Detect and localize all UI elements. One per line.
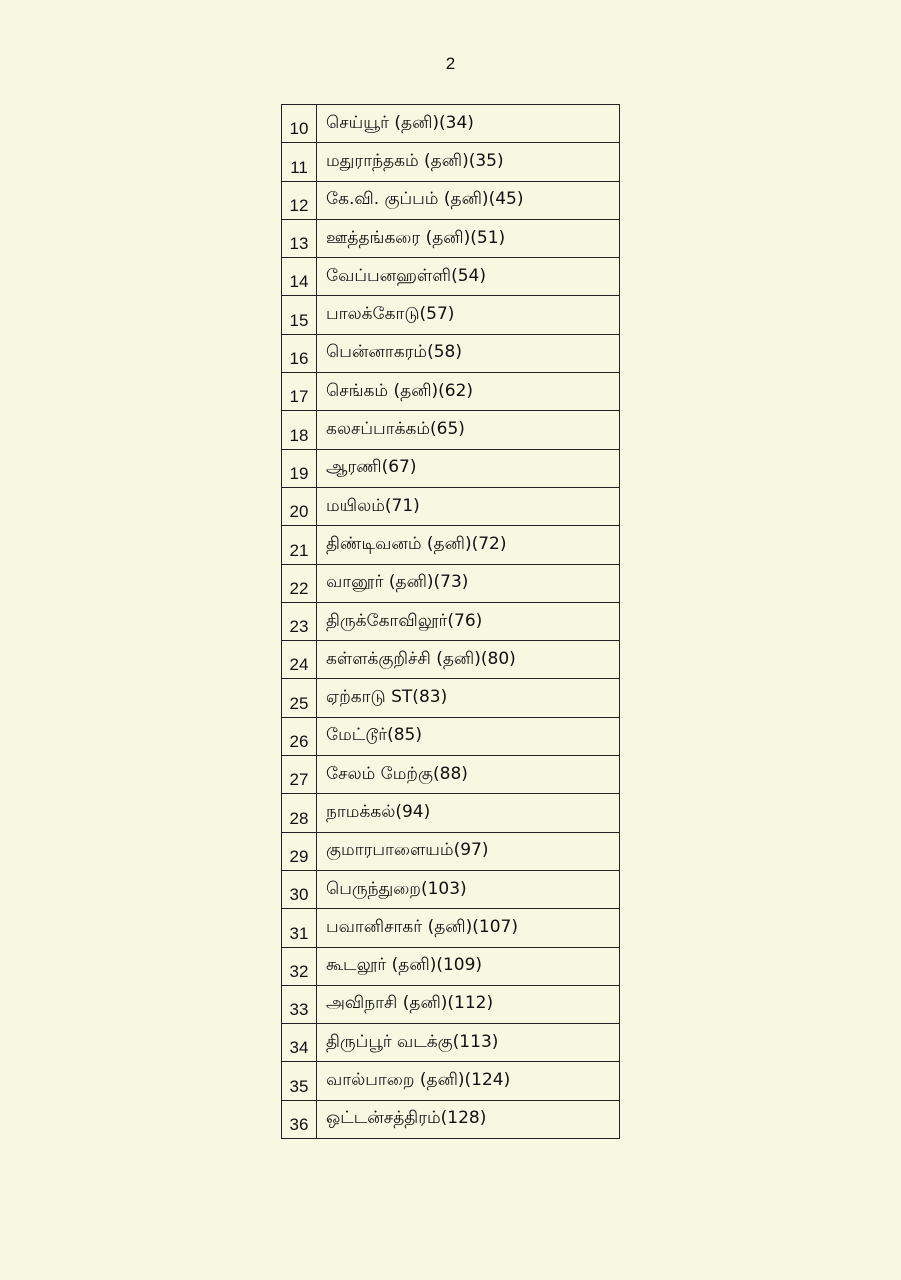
table-row — [282, 373, 620, 411]
row-number: 11 — [282, 143, 317, 181]
table-row — [282, 947, 620, 985]
constituency-name: ஆரணி(67) — [317, 449, 620, 487]
constituency-name: திண்டிவனம் (தனி)(72) — [317, 526, 620, 564]
row-number: 14 — [282, 258, 317, 296]
constituency-name: கே.வி. குப்பம் (தனி)(45) — [317, 181, 620, 219]
row-number: 17 — [282, 373, 317, 411]
table-row — [282, 717, 620, 755]
table-row — [282, 449, 620, 487]
constituency-name: குமாரபாளையம்(97) — [317, 832, 620, 870]
constituency-name: வேப்பனஹள்ளி(54) — [317, 258, 620, 296]
table-row — [282, 334, 620, 372]
row-number: 13 — [282, 219, 317, 257]
constituency-name: அவிநாசி (தனி)(112) — [317, 985, 620, 1023]
constituency-name: கலசப்பாக்கம்(65) — [317, 411, 620, 449]
constituency-name: திருப்பூர் வடக்கு(113) — [317, 1024, 620, 1062]
row-number: 19 — [282, 449, 317, 487]
constituency-name: மயிலம்(71) — [317, 487, 620, 525]
row-number: 12 — [282, 181, 317, 219]
table-row — [282, 564, 620, 602]
row-number: 30 — [282, 870, 317, 908]
table-body — [282, 105, 620, 1139]
table-row — [282, 487, 620, 525]
constituency-name: வால்பாறை (தனி)(124) — [317, 1062, 620, 1100]
row-number: 23 — [282, 602, 317, 640]
table-row — [282, 756, 620, 794]
table-row — [282, 870, 620, 908]
constituency-name: கூடலூர் (தனி)(109) — [317, 947, 620, 985]
constituency-name: மேட்டூர்(85) — [317, 717, 620, 755]
table-row — [282, 143, 620, 181]
constituency-name: சேலம் மேற்கு(88) — [317, 756, 620, 794]
table-row — [282, 258, 620, 296]
constituency-name: ஏற்காடு ST(83) — [317, 679, 620, 717]
table-row — [282, 794, 620, 832]
table-row — [282, 832, 620, 870]
table-row — [282, 411, 620, 449]
constituency-name: செங்கம் (தனி)(62) — [317, 373, 620, 411]
constituency-name: கள்ளக்குறிச்சி (தனி)(80) — [317, 641, 620, 679]
table-row — [282, 1100, 620, 1138]
constituency-name: செய்யூர் (தனி)(34) — [317, 105, 620, 143]
table-row — [282, 641, 620, 679]
row-number: 29 — [282, 832, 317, 870]
table-row — [282, 1024, 620, 1062]
table-row — [282, 1062, 620, 1100]
row-number: 33 — [282, 985, 317, 1023]
row-number: 31 — [282, 909, 317, 947]
page-number: 2 — [445, 54, 456, 73]
row-number: 22 — [282, 564, 317, 602]
row-number: 15 — [282, 296, 317, 334]
row-number: 35 — [282, 1062, 317, 1100]
constituency-name: பெருந்துறை(103) — [317, 870, 620, 908]
row-number: 36 — [282, 1100, 317, 1138]
row-number: 16 — [282, 334, 317, 372]
table-row — [282, 909, 620, 947]
table-row — [282, 296, 620, 334]
constituency-table — [281, 104, 620, 1139]
row-number: 26 — [282, 717, 317, 755]
table-row — [282, 219, 620, 257]
constituency-name: பென்னாகரம்(58) — [317, 334, 620, 372]
constituency-name: பவானிசாகர் (தனி)(107) — [317, 909, 620, 947]
constituency-name: திருக்கோவிலூர்(76) — [317, 602, 620, 640]
constituency-name: ஊத்தங்கரை (தனி)(51) — [317, 219, 620, 257]
row-number: 20 — [282, 487, 317, 525]
row-number: 24 — [282, 641, 317, 679]
table-row — [282, 985, 620, 1023]
row-number: 27 — [282, 756, 317, 794]
row-number: 18 — [282, 411, 317, 449]
table-row — [282, 679, 620, 717]
row-number: 21 — [282, 526, 317, 564]
constituency-name: ஒட்டன்சத்திரம்(128) — [317, 1100, 620, 1138]
constituency-name: மதுராந்தகம் (தனி)(35) — [317, 143, 620, 181]
constituency-name: நாமக்கல்(94) — [317, 794, 620, 832]
row-number: 25 — [282, 679, 317, 717]
table-row — [282, 526, 620, 564]
row-number: 10 — [282, 105, 317, 143]
constituency-name: வானூர் (தனி)(73) — [317, 564, 620, 602]
table-row — [282, 105, 620, 143]
row-number: 28 — [282, 794, 317, 832]
row-number: 32 — [282, 947, 317, 985]
table-row — [282, 181, 620, 219]
table-row — [282, 602, 620, 640]
row-number: 34 — [282, 1024, 317, 1062]
constituency-name: பாலக்கோடு(57) — [317, 296, 620, 334]
